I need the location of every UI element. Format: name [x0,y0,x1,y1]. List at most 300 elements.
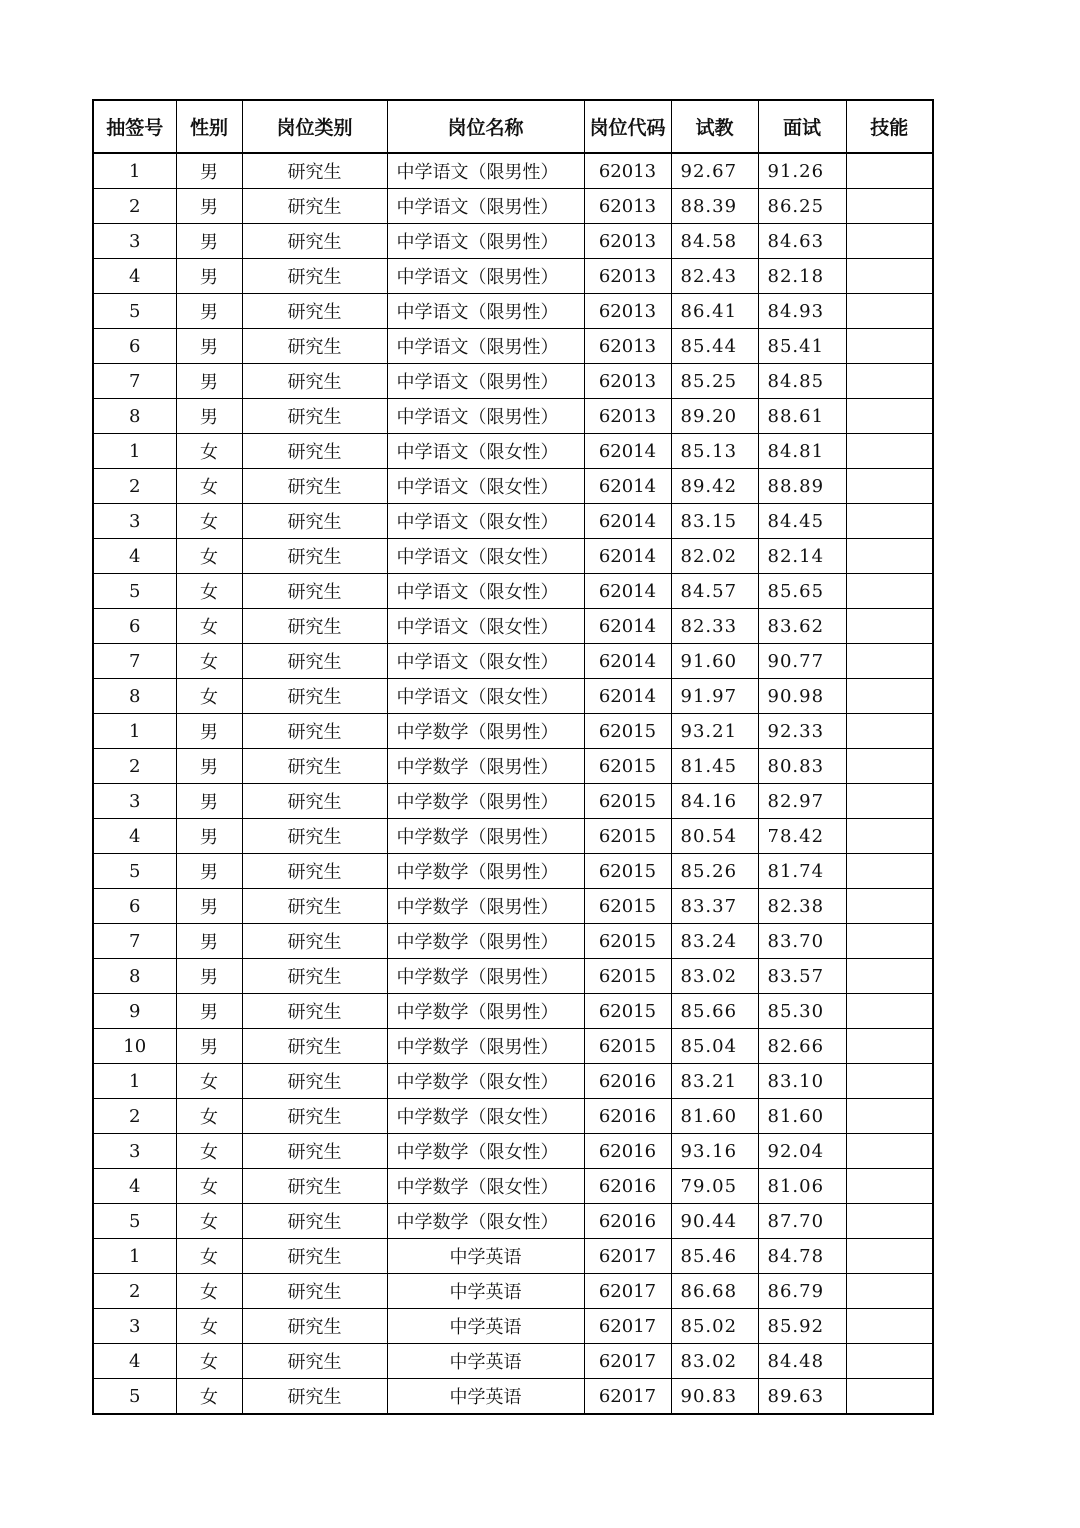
cell-skill [846,1344,933,1379]
table-row [93,819,933,854]
cell-skill [846,504,933,539]
cell-draw-number: 9 [93,994,176,1029]
cell-post-name: 中学语文（限男性） [387,224,584,259]
cell-skill [846,1204,933,1239]
table-row [93,469,933,504]
cell-skill [846,819,933,854]
cell-post-category: 研究生 [242,1029,387,1064]
cell-trial-teaching: 83.02 [671,1344,758,1379]
cell-trial-teaching: 88.39 [671,189,758,224]
cell-skill [846,399,933,434]
cell-trial-teaching: 92.67 [671,153,758,189]
cell-interview: 84.63 [758,224,846,259]
cell-post-name: 中学语文（限男性） [387,153,584,189]
cell-post-code: 62017 [584,1379,671,1415]
cell-post-name: 中学数学（限女性） [387,1099,584,1134]
table-row [93,1064,933,1099]
cell-post-name: 中学英语 [387,1239,584,1274]
cell-trial-teaching: 83.02 [671,959,758,994]
cell-draw-number: 10 [93,1029,176,1064]
cell-post-name: 中学语文（限女性） [387,434,584,469]
cell-interview: 78.42 [758,819,846,854]
header-gender: 性别 [176,100,242,153]
cell-skill [846,1239,933,1274]
cell-trial-teaching: 86.41 [671,294,758,329]
cell-post-category: 研究生 [242,889,387,924]
cell-draw-number: 8 [93,399,176,434]
cell-draw-number: 2 [93,1274,176,1309]
cell-interview: 82.14 [758,539,846,574]
header-draw-number: 抽签号 [93,100,176,153]
cell-post-category: 研究生 [242,679,387,714]
cell-skill [846,1099,933,1134]
cell-gender: 男 [176,889,242,924]
cell-interview: 84.78 [758,1239,846,1274]
cell-gender: 女 [176,1064,242,1099]
cell-interview: 92.04 [758,1134,846,1169]
cell-post-category: 研究生 [242,574,387,609]
cell-trial-teaching: 85.13 [671,434,758,469]
cell-post-name: 中学语文（限女性） [387,679,584,714]
cell-trial-teaching: 81.45 [671,749,758,784]
cell-interview: 81.06 [758,1169,846,1204]
cell-interview: 85.92 [758,1309,846,1344]
cell-post-name: 中学语文（限女性） [387,644,584,679]
cell-post-category: 研究生 [242,924,387,959]
table-row [93,924,933,959]
cell-skill [846,1274,933,1309]
cell-trial-teaching: 85.02 [671,1309,758,1344]
cell-post-code: 62014 [584,679,671,714]
cell-draw-number: 5 [93,1204,176,1239]
cell-gender: 男 [176,749,242,784]
cell-gender: 男 [176,784,242,819]
table-row [93,609,933,644]
cell-post-name: 中学数学（限女性） [387,1204,584,1239]
table-row [93,1029,933,1064]
cell-skill [846,574,933,609]
cell-gender: 男 [176,329,242,364]
table-row [93,1344,933,1379]
table-row [93,644,933,679]
header-trial-teaching: 试教 [671,100,758,153]
cell-post-code: 62013 [584,224,671,259]
cell-skill [846,189,933,224]
cell-skill [846,1379,933,1415]
cell-gender: 女 [176,574,242,609]
cell-post-code: 62015 [584,854,671,889]
cell-post-category: 研究生 [242,714,387,749]
cell-trial-teaching: 83.24 [671,924,758,959]
cell-gender: 男 [176,153,242,189]
cell-draw-number: 7 [93,644,176,679]
cell-trial-teaching: 93.21 [671,714,758,749]
cell-post-category: 研究生 [242,364,387,399]
cell-interview: 90.98 [758,679,846,714]
cell-gender: 男 [176,1029,242,1064]
cell-gender: 女 [176,1169,242,1204]
cell-gender: 女 [176,609,242,644]
cell-post-code: 62015 [584,819,671,854]
cell-post-name: 中学数学（限男性） [387,959,584,994]
cell-trial-teaching: 82.43 [671,259,758,294]
cell-post-code: 62014 [584,574,671,609]
cell-post-name: 中学语文（限女性） [387,469,584,504]
cell-post-category: 研究生 [242,294,387,329]
table-row [93,679,933,714]
cell-post-category: 研究生 [242,1169,387,1204]
cell-skill [846,924,933,959]
cell-trial-teaching: 85.66 [671,994,758,1029]
cell-trial-teaching: 79.05 [671,1169,758,1204]
cell-interview: 82.38 [758,889,846,924]
cell-skill [846,609,933,644]
cell-post-code: 62015 [584,889,671,924]
cell-gender: 女 [176,1239,242,1274]
cell-skill [846,749,933,784]
cell-draw-number: 5 [93,294,176,329]
cell-interview: 83.10 [758,1064,846,1099]
table-row [93,294,933,329]
cell-gender: 男 [176,259,242,294]
table-row [93,153,933,189]
cell-trial-teaching: 93.16 [671,1134,758,1169]
cell-gender: 女 [176,644,242,679]
cell-gender: 女 [176,1274,242,1309]
cell-trial-teaching: 83.37 [671,889,758,924]
cell-draw-number: 5 [93,574,176,609]
cell-post-name: 中学数学（限女性） [387,1064,584,1099]
header-post-name: 岗位名称 [387,100,584,153]
cell-draw-number: 2 [93,189,176,224]
cell-draw-number: 4 [93,819,176,854]
cell-interview: 85.30 [758,994,846,1029]
cell-post-category: 研究生 [242,1344,387,1379]
cell-post-name: 中学数学（限男性） [387,1029,584,1064]
cell-gender: 男 [176,959,242,994]
cell-draw-number: 3 [93,1134,176,1169]
cell-trial-teaching: 85.46 [671,1239,758,1274]
cell-interview: 90.77 [758,644,846,679]
cell-post-category: 研究生 [242,153,387,189]
cell-draw-number: 5 [93,1379,176,1415]
cell-trial-teaching: 82.02 [671,539,758,574]
cell-skill [846,1064,933,1099]
table-row [93,189,933,224]
cell-post-category: 研究生 [242,994,387,1029]
cell-trial-teaching: 83.21 [671,1064,758,1099]
cell-gender: 男 [176,819,242,854]
cell-draw-number: 3 [93,504,176,539]
header-interview: 面试 [758,100,846,153]
cell-post-name: 中学语文（限男性） [387,189,584,224]
cell-skill [846,854,933,889]
cell-trial-teaching: 90.44 [671,1204,758,1239]
cell-trial-teaching: 86.68 [671,1274,758,1309]
cell-draw-number: 3 [93,1309,176,1344]
cell-interview: 88.61 [758,399,846,434]
cell-post-category: 研究生 [242,644,387,679]
cell-post-code: 62013 [584,153,671,189]
cell-gender: 女 [176,1379,242,1415]
cell-post-name: 中学语文（限男性） [387,329,584,364]
cell-post-code: 62014 [584,539,671,574]
cell-post-name: 中学数学（限男性） [387,994,584,1029]
cell-gender: 男 [176,399,242,434]
cell-skill [846,784,933,819]
cell-post-code: 62016 [584,1169,671,1204]
cell-post-name: 中学数学（限男性） [387,924,584,959]
table-row [93,784,933,819]
cell-gender: 女 [176,1134,242,1169]
table-row [93,1379,933,1415]
table-row [93,959,933,994]
cell-post-code: 62015 [584,959,671,994]
cell-post-name: 中学语文（限女性） [387,504,584,539]
cell-post-code: 62014 [584,644,671,679]
cell-trial-teaching: 85.26 [671,854,758,889]
cell-post-name: 中学语文（限男性） [387,399,584,434]
cell-gender: 男 [176,854,242,889]
cell-gender: 男 [176,189,242,224]
cell-draw-number: 2 [93,469,176,504]
cell-post-name: 中学数学（限女性） [387,1169,584,1204]
cell-post-code: 62016 [584,1134,671,1169]
cell-skill [846,1134,933,1169]
header-post-code: 岗位代码 [584,100,671,153]
cell-interview: 83.70 [758,924,846,959]
cell-skill [846,1169,933,1204]
cell-post-category: 研究生 [242,784,387,819]
cell-interview: 89.63 [758,1379,846,1415]
header-post-category: 岗位类别 [242,100,387,153]
cell-gender: 女 [176,1344,242,1379]
cell-interview: 84.85 [758,364,846,399]
table-row [93,259,933,294]
cell-trial-teaching: 85.04 [671,1029,758,1064]
cell-post-code: 62013 [584,329,671,364]
cell-post-name: 中学语文（限男性） [387,294,584,329]
table-row [93,1274,933,1309]
cell-skill [846,364,933,399]
cell-skill [846,294,933,329]
cell-post-name: 中学英语 [387,1309,584,1344]
cell-interview: 86.25 [758,189,846,224]
cell-draw-number: 4 [93,1169,176,1204]
cell-skill [846,153,933,189]
cell-post-name: 中学数学（限男性） [387,854,584,889]
cell-skill [846,224,933,259]
cell-draw-number: 1 [93,1064,176,1099]
cell-post-code: 62013 [584,259,671,294]
cell-gender: 男 [176,994,242,1029]
cell-gender: 女 [176,539,242,574]
table-row [93,399,933,434]
cell-post-category: 研究生 [242,609,387,644]
cell-draw-number: 3 [93,784,176,819]
table-row [93,1134,933,1169]
cell-skill [846,539,933,574]
cell-gender: 男 [176,924,242,959]
cell-interview: 86.79 [758,1274,846,1309]
cell-post-name: 中学语文（限男性） [387,364,584,399]
cell-post-name: 中学数学（限女性） [387,1134,584,1169]
cell-post-category: 研究生 [242,1099,387,1134]
cell-skill [846,259,933,294]
cell-trial-teaching: 85.44 [671,329,758,364]
cell-gender: 女 [176,679,242,714]
cell-draw-number: 7 [93,924,176,959]
cell-draw-number: 3 [93,224,176,259]
cell-trial-teaching: 85.25 [671,364,758,399]
table-row [93,714,933,749]
table-row [93,574,933,609]
cell-post-name: 中学数学（限男性） [387,749,584,784]
cell-interview: 92.33 [758,714,846,749]
cell-post-code: 62017 [584,1239,671,1274]
cell-post-category: 研究生 [242,539,387,574]
cell-trial-teaching: 89.42 [671,469,758,504]
table-row [93,749,933,784]
cell-post-code: 62014 [584,504,671,539]
cell-post-code: 62016 [584,1204,671,1239]
cell-post-category: 研究生 [242,224,387,259]
table-row [93,1169,933,1204]
table-row [93,1204,933,1239]
cell-draw-number: 8 [93,959,176,994]
cell-draw-number: 1 [93,434,176,469]
cell-skill [846,1029,933,1064]
cell-post-name: 中学语文（限男性） [387,259,584,294]
cell-post-code: 62017 [584,1344,671,1379]
cell-gender: 男 [176,714,242,749]
cell-trial-teaching: 83.15 [671,504,758,539]
cell-interview: 81.74 [758,854,846,889]
cell-interview: 82.97 [758,784,846,819]
table-row [93,1309,933,1344]
cell-interview: 88.89 [758,469,846,504]
cell-post-code: 62013 [584,294,671,329]
cell-draw-number: 4 [93,259,176,294]
cell-interview: 81.60 [758,1099,846,1134]
cell-draw-number: 8 [93,679,176,714]
cell-draw-number: 6 [93,889,176,924]
cell-interview: 84.93 [758,294,846,329]
cell-post-category: 研究生 [242,819,387,854]
cell-draw-number: 2 [93,1099,176,1134]
table-row [93,1099,933,1134]
cell-post-category: 研究生 [242,959,387,994]
cell-draw-number: 1 [93,153,176,189]
cell-post-code: 62015 [584,749,671,784]
cell-trial-teaching: 84.58 [671,224,758,259]
cell-post-code: 62015 [584,784,671,819]
cell-trial-teaching: 81.60 [671,1099,758,1134]
table-header-row [93,100,933,153]
cell-trial-teaching: 80.54 [671,819,758,854]
table-row [93,854,933,889]
cell-post-category: 研究生 [242,1134,387,1169]
cell-gender: 男 [176,364,242,399]
cell-post-code: 62015 [584,924,671,959]
cell-post-code: 62017 [584,1309,671,1344]
cell-post-category: 研究生 [242,1379,387,1415]
cell-skill [846,1309,933,1344]
cell-post-category: 研究生 [242,329,387,364]
score-table [92,99,934,1415]
cell-gender: 女 [176,1204,242,1239]
cell-interview: 84.81 [758,434,846,469]
cell-gender: 女 [176,434,242,469]
cell-post-name: 中学英语 [387,1274,584,1309]
cell-gender: 女 [176,1099,242,1134]
table-row [93,329,933,364]
cell-draw-number: 6 [93,329,176,364]
cell-post-code: 62013 [584,189,671,224]
cell-post-code: 62015 [584,1029,671,1064]
cell-interview: 84.45 [758,504,846,539]
cell-gender: 女 [176,469,242,504]
cell-post-name: 中学英语 [387,1379,584,1415]
cell-draw-number: 5 [93,854,176,889]
cell-interview: 85.41 [758,329,846,364]
cell-post-code: 62016 [584,1099,671,1134]
cell-interview: 82.66 [758,1029,846,1064]
cell-interview: 85.65 [758,574,846,609]
cell-interview: 83.57 [758,959,846,994]
cell-skill [846,329,933,364]
cell-post-name: 中学语文（限女性） [387,539,584,574]
table-row [93,539,933,574]
cell-post-category: 研究生 [242,469,387,504]
cell-trial-teaching: 89.20 [671,399,758,434]
cell-trial-teaching: 91.60 [671,644,758,679]
cell-gender: 女 [176,1309,242,1344]
cell-draw-number: 6 [93,609,176,644]
cell-post-code: 62013 [584,364,671,399]
cell-post-category: 研究生 [242,1274,387,1309]
cell-post-code: 62014 [584,609,671,644]
cell-post-code: 62014 [584,434,671,469]
cell-gender: 女 [176,504,242,539]
cell-interview: 83.62 [758,609,846,644]
cell-post-code: 62015 [584,994,671,1029]
cell-post-category: 研究生 [242,434,387,469]
cell-draw-number: 4 [93,539,176,574]
cell-skill [846,679,933,714]
cell-draw-number: 1 [93,1239,176,1274]
cell-post-category: 研究生 [242,1239,387,1274]
table-row [93,224,933,259]
cell-draw-number: 2 [93,749,176,784]
cell-interview: 82.18 [758,259,846,294]
cell-post-category: 研究生 [242,854,387,889]
cell-skill [846,714,933,749]
table-body [93,153,933,1414]
cell-skill [846,469,933,504]
table-row [93,889,933,924]
cell-post-category: 研究生 [242,189,387,224]
table-row [93,434,933,469]
cell-post-code: 62013 [584,399,671,434]
cell-post-category: 研究生 [242,259,387,294]
cell-post-category: 研究生 [242,1204,387,1239]
header-skill: 技能 [846,100,933,153]
cell-trial-teaching: 84.57 [671,574,758,609]
cell-post-category: 研究生 [242,1309,387,1344]
table-row [93,504,933,539]
table-row [93,1239,933,1274]
